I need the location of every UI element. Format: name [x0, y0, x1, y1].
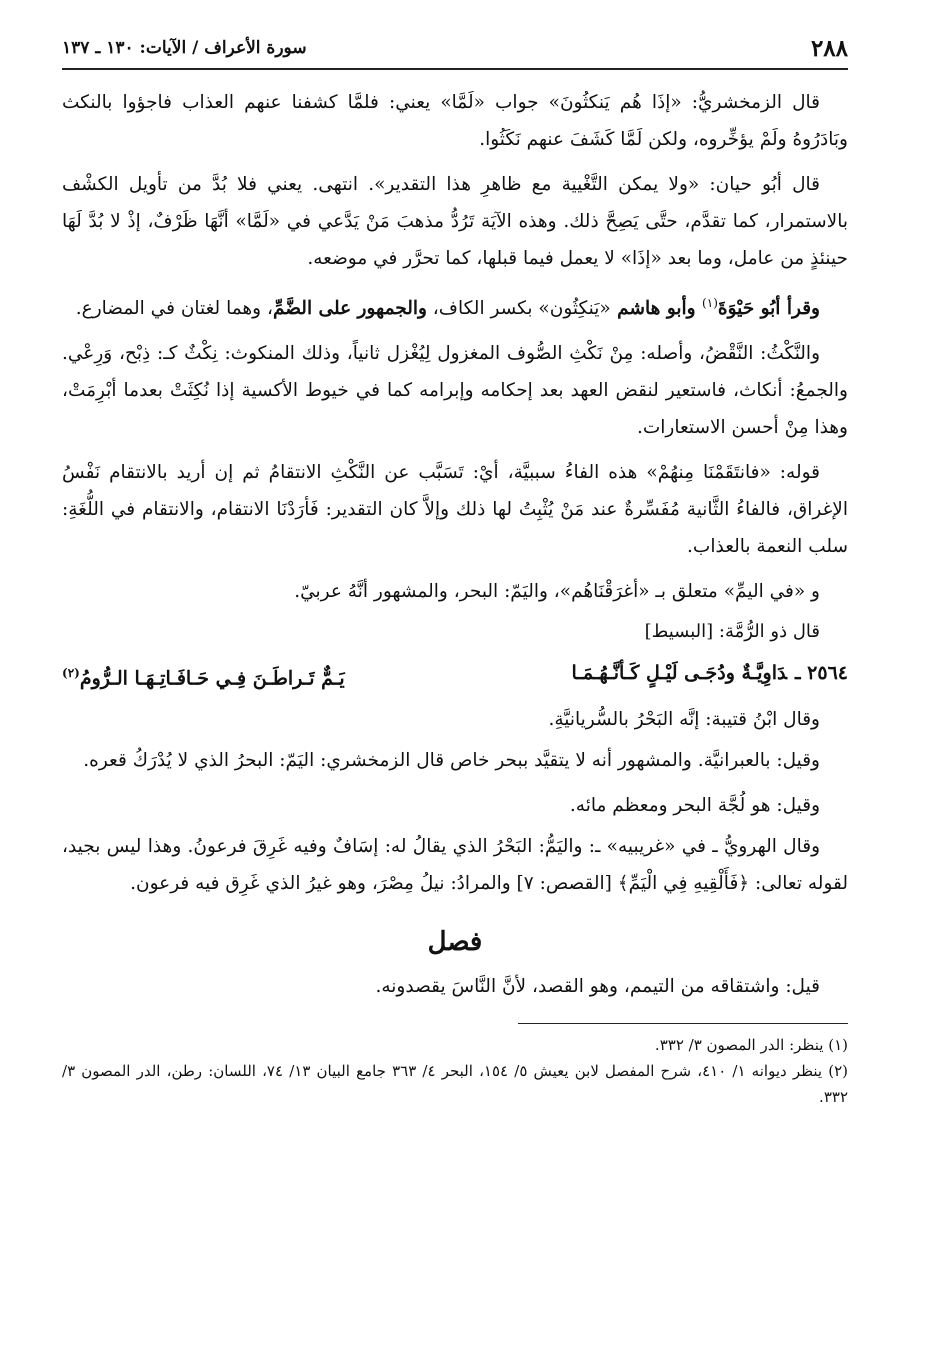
section-heading: فصل [427, 927, 483, 958]
page-header [62, 28, 848, 70]
poet-attribution: قال ذو الرُّمَّة: [البسيط] [644, 621, 820, 643]
paragraph: قوله: «فانتَقَمْنَا مِنهُمْ» هذه الفاءُ سببيَّة، أيْ: تَسَبَّب عن النَّكْثِ الانتقامُ ثم إن أريد بالانتقام نَفْسُ الإغراق، فالفاءُ الثَّانية مُفَسِّرةٌ عند مَنْ يُثْبِتُ لها ذلك وإلاَّ كان التقدير: فَأرَدْنَا الانتقام، والانتقام في اللُّغَةِ: سلب النعمة بالعذاب. [62, 462, 848, 558]
reading-qari-2: وأبو هاشم [610, 298, 703, 320]
paragraph-readings [62, 285, 848, 327]
reading-text-end: ، وهما لغتان في المضارع. [75, 298, 273, 320]
footnote: (١) ينظر: الدر المصون ٣/ ٣٣٢. [654, 1036, 848, 1055]
paragraph: والنَّكْثُ: النَّقْضُ، وأصله: مِنْ نَكْثِ الصُّوف المغزول لِيُغْزل ثانياً، وذلك المنكوث: نِكْثٌ كـ: ذِبْح، وَرِعْي. والجمعُ: أنكاث، فاستعير لنقض العهد بعد إحكامه وإبرامه كما في خيوط الأكسية إذا نُكِثَتْ بعدما أبْرِمَتْ، وهذا مِنْ أحسن الاستعارات. [62, 343, 848, 439]
paragraph: وقال الهرويُّ ـ في «غريبيه» ـ: واليَمُّ: البَحْرُ الذي يقالُ له: إسَافٌ وفيه غَرِقَ فرعونُ. وهذا ليس بجيد، لقوله تعالى: ﴿فَأَلْقِيهِ فِي الْيَمِّ﴾ [القصص: ٧] والمرادُ: نيلُ مِصْرَ، وهو غيرُ الذي غَرِق فيه فرعون. [62, 836, 848, 895]
paragraph: وقيل: بالعبرانيَّة. والمشهور أنه لا يتقيَّد ببحر خاص قال الزمخشري: اليَمّ: البحرُ الذي لا يُدْرَكُ قعره. [83, 750, 820, 772]
footnote-separator [518, 1023, 848, 1024]
hemistich-2-text: يَـمٌّ تَـراطَـنَ فِـي حَـافَـاتِـهَـا الـرُّومُ [79, 667, 345, 690]
paragraph: وقال ابْنُ قتيبة: إنَّه البَحْرُ بالسُّريانيَّةِ. [548, 709, 820, 731]
reading-qari-1: وقرأ أبُو حَيْوَةَ [717, 298, 820, 320]
hemistich-1-text: دَاوِيَّـةٌ ودُجَـى لَيْـلٍ كَـأنَّـهُـمَـا [571, 662, 787, 685]
running-head: سورة الأعراف / الآيات: ١٣٠ ـ ١٣٧ [62, 38, 307, 58]
reading-majority: والجمهور على الضَّمِّ [272, 298, 427, 320]
reading-text: «يَنكِثُون» بكسر الكاف، [426, 298, 611, 320]
footnote-marker: (٢) [62, 666, 80, 681]
main-text [62, 70, 848, 1110]
verse-second-hemistich [62, 654, 345, 697]
paragraph: و «في اليمِّ» متعلق بـ «أغرَقْنَاهُم»، واليَمّ: البحر، والمشهور أنَّهُ عربيّ. [294, 581, 820, 603]
footnote-marker: (١) [702, 296, 718, 310]
paragraph: قال أبُو حيان: «ولا يمكن التَّغْيية مع ظاهرِ هذا التقدير». انتهى. يعني فلا بُدَّ من تأويل الكشْف بالاستمرار، كما تقدَّم، حتَّى يَصِحَّ ذلك. وهذه الآيَة تَرُدُّ مذهبَ مَنْ يَدَّعي في «لَمَّا» أنَّهَا ظَرْفٌ، إذْ لا بُدَّ لَهَا حينئذٍ من عامل، وما بعد «إذَا» لا يعمل فيما قبلها، كما تحرَّر في موضعه. [62, 174, 848, 269]
page-number: ٢٨٨ [810, 34, 848, 62]
footnote: (٢) ينظر ديوانه ١/ ٤١٠، شرح المفصل لابن يعيش ٥/ ١٥٤، البحر ٤/ ٣٦٣ جامع البيان ١٣/ ٧٤، اللسان: رطن، الدر المصون ٣/ ٣٣٢. [62, 1062, 849, 1107]
paragraph: قال الزمخشريُّ: «إذَا هُم يَنكثُونَ» جواب «لَمَّا» يعني: فلمَّا كشفنا عنهم العذاب فاجؤوا بالنكث وبَادَرُوهُ ولَمْ يؤخِّروه، ولكن لَمَّا كَشَفَ عنهم نَكَثُوا. [62, 92, 848, 150]
poetry-verse [62, 654, 848, 697]
book-page [62, 28, 848, 1110]
section-text: قيل: واشتقاقه من التيمم، وهو القصد، لأنَّ النَّاسَ يقصدونه. [375, 976, 820, 998]
verse-number: ٢٥٦٤ ـ [794, 662, 848, 685]
verse-first-hemistich [571, 654, 848, 697]
paragraph: وقيل: هو لُجَّة البحر ومعظم مائه. [569, 795, 820, 817]
